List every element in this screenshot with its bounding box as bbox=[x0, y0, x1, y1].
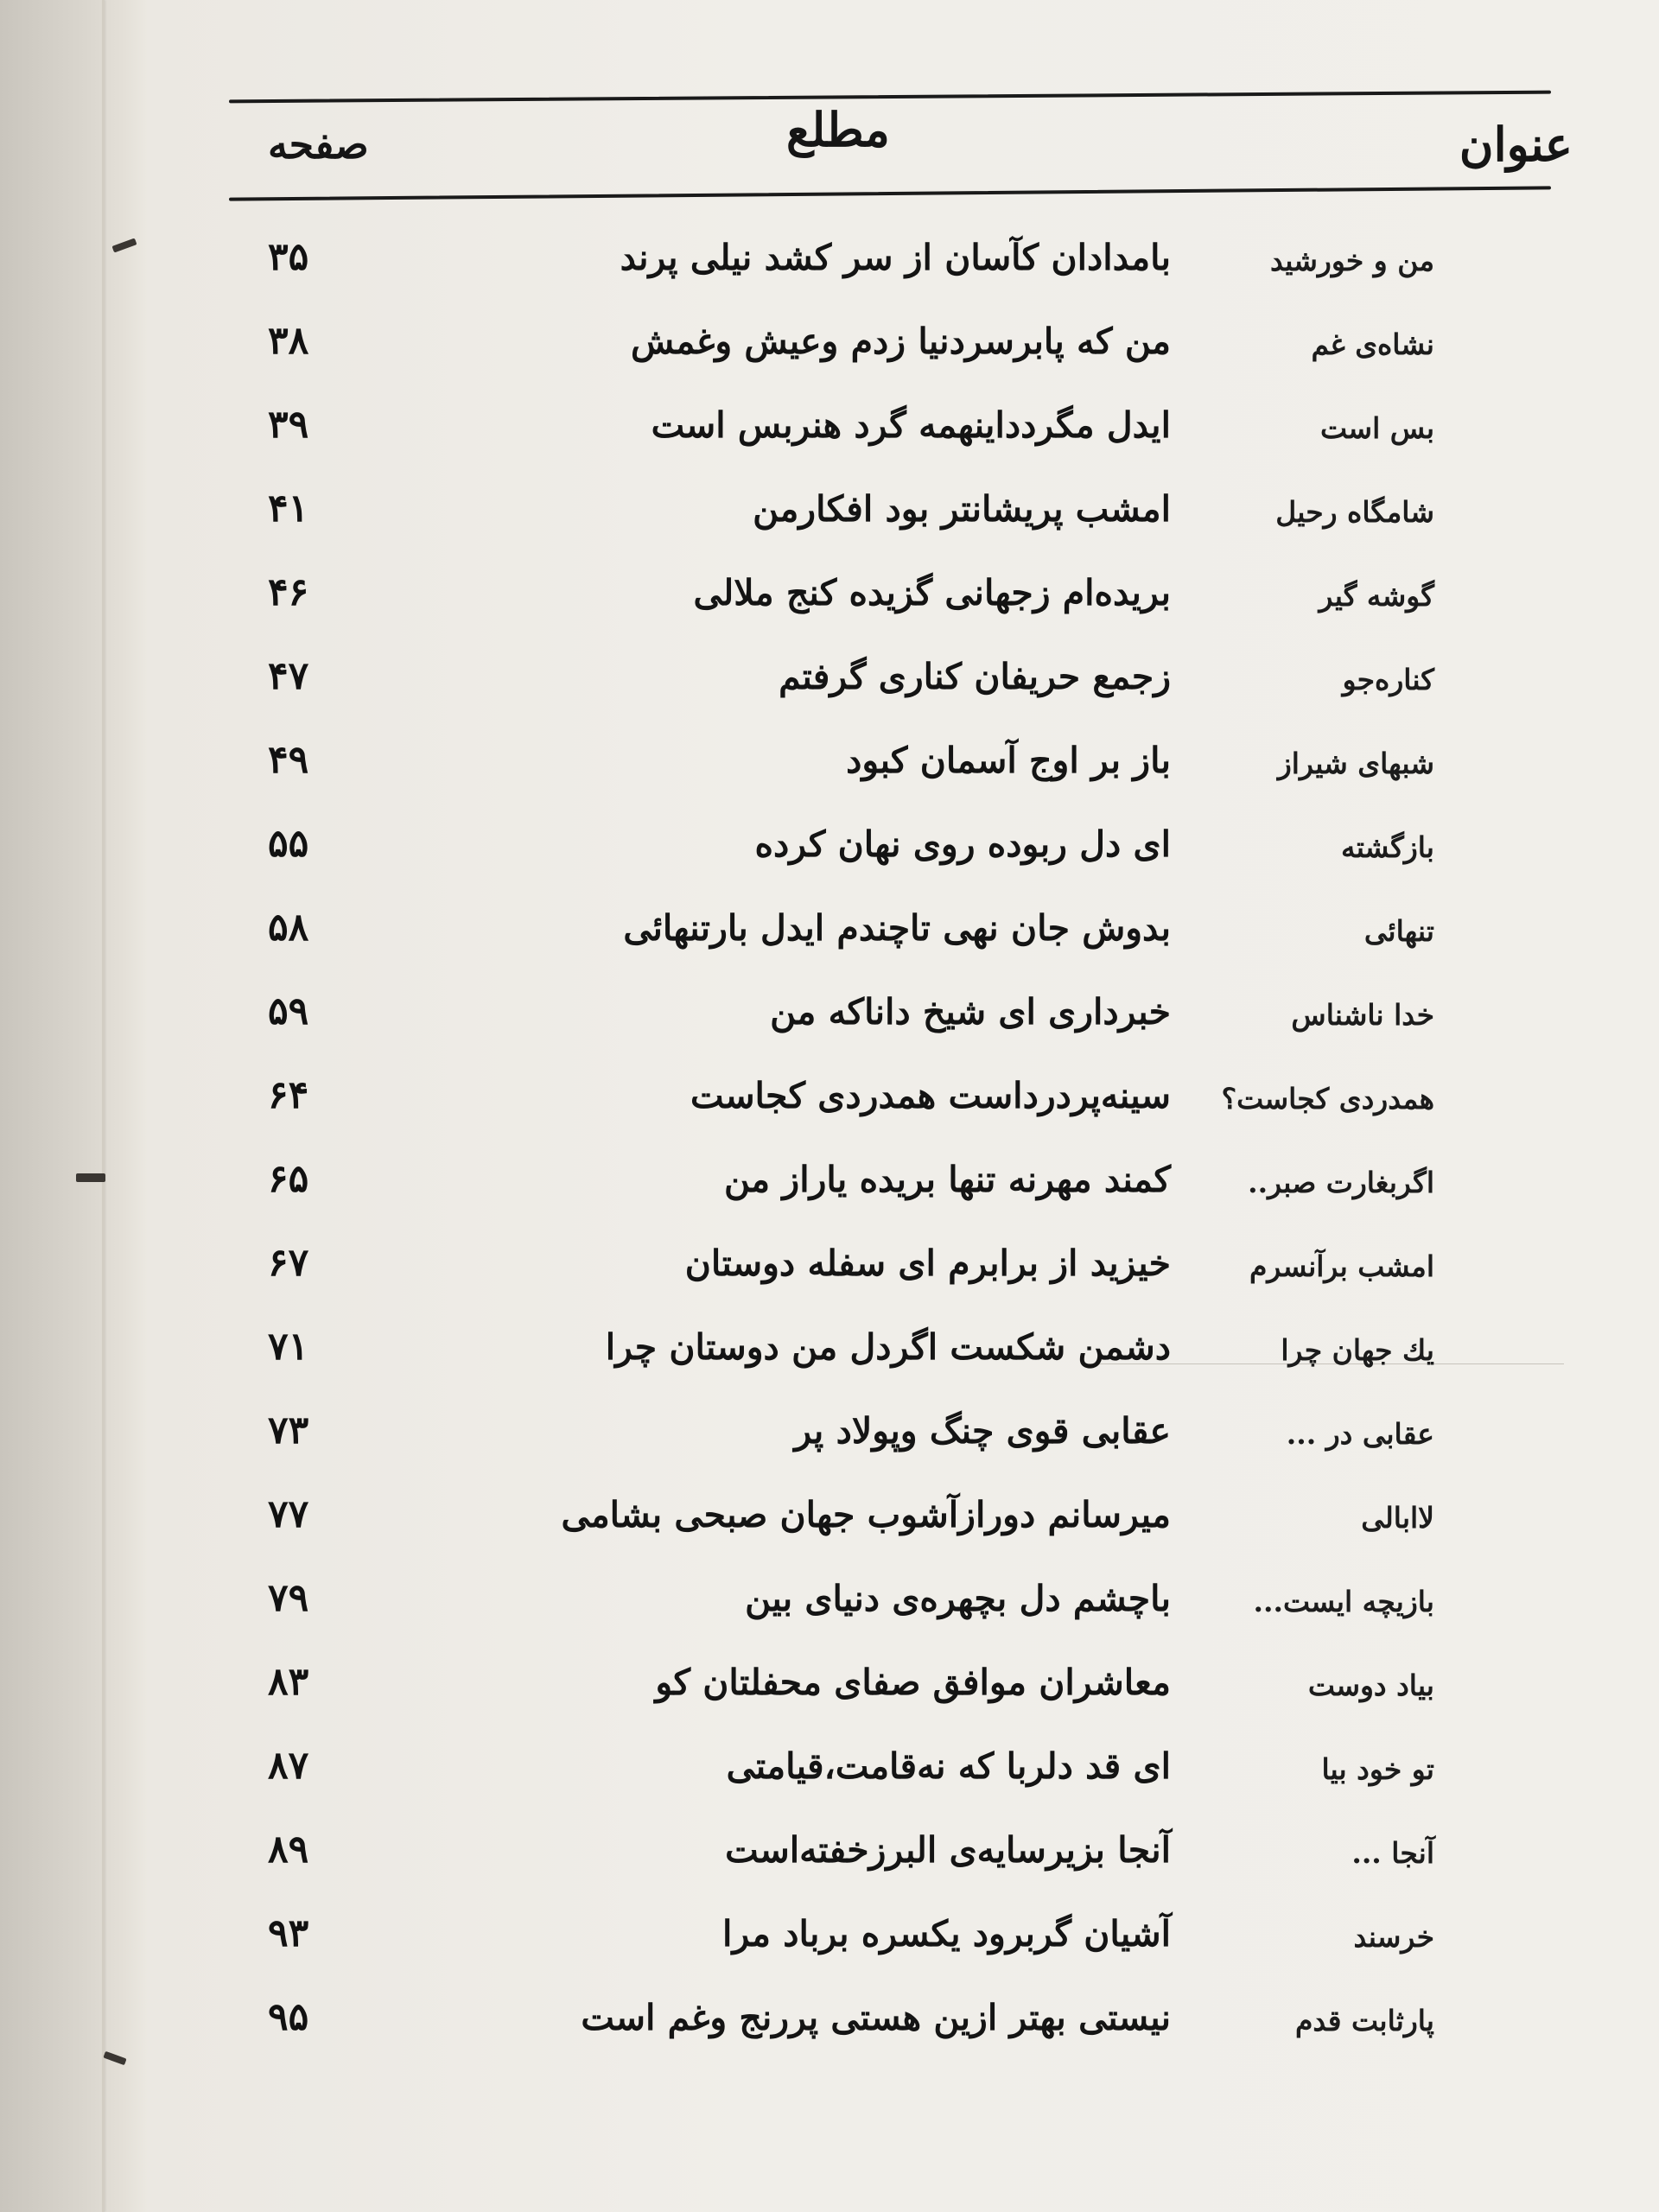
page-number: ۷۳ bbox=[268, 1408, 309, 1452]
poem-title: شامگاه رحیل bbox=[1275, 495, 1434, 529]
page-number: ۴۱ bbox=[268, 486, 309, 531]
opening-verse: عقابی قوی چنگ وپولاد پر bbox=[794, 1410, 1171, 1452]
page-number: ۹۵ bbox=[268, 1995, 309, 2039]
page-number: ۹۳ bbox=[268, 1911, 309, 1955]
opening-verse: دشمن شکست اگردل من دوستان چرا bbox=[605, 1326, 1171, 1368]
toc-row bbox=[259, 895, 1434, 979]
column-header-title: عنوان bbox=[1459, 117, 1573, 172]
page-number: ۸۹ bbox=[268, 1827, 309, 1872]
page-number: ۴۷ bbox=[268, 654, 309, 698]
opening-verse: ایدل مگردداینهمه گرد هنربس است bbox=[651, 404, 1171, 446]
header-bottom-rule bbox=[229, 186, 1551, 200]
page-number: ۵۹ bbox=[268, 989, 309, 1033]
opening-verse: خبرداری ای شیخ داناکه من bbox=[770, 991, 1171, 1033]
page-number: ۴۶ bbox=[268, 570, 309, 614]
opening-verse: ای قد دلربا که نه‌قامت،قیامتی bbox=[726, 1745, 1171, 1787]
toc-row bbox=[259, 1482, 1434, 1566]
page-number: ۷۷ bbox=[268, 1492, 309, 1536]
toc-row bbox=[259, 1649, 1434, 1733]
poem-title: خرسند bbox=[1353, 1920, 1434, 1954]
toc-row bbox=[259, 811, 1434, 895]
poem-title: لاابالی bbox=[1361, 1501, 1434, 1535]
page-number: ۷۱ bbox=[268, 1325, 309, 1369]
opening-verse: بریده‌ام زجهانی گزیده کنج ملالی bbox=[693, 572, 1171, 613]
opening-verse: میرسانم دورازآشوب جهان صبحی بشامی bbox=[561, 1494, 1171, 1535]
opening-verse: کمند مهرنه تنها بریده یاراز من bbox=[723, 1159, 1171, 1200]
poem-title: بیاد دوست bbox=[1307, 1669, 1434, 1702]
opening-verse: امشب پریشانتر بود افکارمن bbox=[753, 488, 1171, 530]
opening-verse: بدوش جان نهی تاچندم ایدل بارتنهائی bbox=[623, 907, 1171, 949]
page-number: ۵۸ bbox=[268, 906, 309, 950]
page-number: ۳۹ bbox=[268, 403, 309, 447]
poem-title: تو خود بیا bbox=[1321, 1752, 1434, 1786]
toc-row bbox=[259, 392, 1434, 476]
toc-row bbox=[259, 1733, 1434, 1817]
poem-title: خدا ناشناس bbox=[1291, 998, 1434, 1032]
page-number: ۳۵ bbox=[268, 235, 309, 279]
toc-row bbox=[259, 476, 1434, 560]
toc-row bbox=[259, 1314, 1434, 1398]
table-of-contents bbox=[259, 225, 1434, 2069]
toc-row bbox=[259, 1230, 1434, 1314]
poem-title: اگربغارت صبر.. bbox=[1248, 1166, 1434, 1199]
page-number: ۸۳ bbox=[268, 1660, 309, 1704]
toc-row bbox=[259, 1566, 1434, 1649]
opening-verse: نیستی بهتر ازین هستی پررنج وغم است bbox=[581, 1997, 1171, 2038]
opening-verse: زجمع حریفان کناری گرفتم bbox=[779, 656, 1171, 697]
opening-verse: من که پابرسردنیا زدم وعیش وغمش bbox=[630, 321, 1171, 362]
opening-verse: آشیان گربرود یکسره برباد مرا bbox=[722, 1913, 1171, 1955]
toc-row bbox=[259, 1985, 1434, 2069]
poem-title: آنجا ... bbox=[1351, 1836, 1434, 1870]
toc-row bbox=[259, 979, 1434, 1063]
toc-row bbox=[259, 644, 1434, 728]
poem-title: گوشه گیر bbox=[1319, 579, 1434, 613]
poem-title: نشاه‌ی غم bbox=[1311, 327, 1434, 361]
poem-title: کناره‌جو bbox=[1342, 663, 1434, 696]
toc-row bbox=[259, 1398, 1434, 1482]
toc-row bbox=[259, 1063, 1434, 1147]
poem-title: بازیچه ایست... bbox=[1253, 1585, 1434, 1618]
column-header-opening: مطلع bbox=[786, 102, 890, 157]
opening-verse: بامدادان کآسان از سر کشد نیلی پرند bbox=[620, 237, 1171, 278]
page-number: ۶۴ bbox=[268, 1073, 309, 1117]
page-number: ۵۵ bbox=[268, 822, 309, 866]
column-header-page: صفحه bbox=[268, 121, 369, 168]
poem-title: امشب برآنسرم bbox=[1249, 1249, 1434, 1283]
poem-title: عقابی در ... bbox=[1286, 1417, 1434, 1451]
page-number: ۶۷ bbox=[268, 1241, 309, 1285]
toc-row bbox=[259, 1817, 1434, 1901]
poem-title: من و خورشید bbox=[1269, 244, 1434, 277]
page-number: ۴۹ bbox=[268, 738, 309, 782]
opening-verse: ای دل ربوده روی نهان کرده bbox=[754, 823, 1171, 865]
poem-title: تنهائی bbox=[1363, 914, 1434, 948]
toc-row bbox=[259, 1147, 1434, 1230]
toc-row bbox=[259, 1901, 1434, 1985]
header-top-rule bbox=[229, 91, 1551, 104]
opening-verse: باز بر اوج آسمان کبود bbox=[846, 740, 1171, 781]
opening-verse: باچشم دل بچهره‌ی دنیای بین bbox=[745, 1578, 1171, 1619]
poem-title: بس است bbox=[1320, 411, 1434, 445]
toc-row bbox=[259, 225, 1434, 308]
binding-stitch bbox=[76, 1173, 105, 1182]
left-page-edge bbox=[0, 0, 147, 2212]
toc-row bbox=[259, 560, 1434, 644]
opening-verse: خیزید از برابرم ای سفله دوستان bbox=[684, 1243, 1171, 1284]
opening-verse: معاشران موافق صفای محفلتان کو bbox=[655, 1662, 1171, 1703]
page-number: ۷۹ bbox=[268, 1576, 309, 1620]
toc-row bbox=[259, 728, 1434, 811]
opening-verse: سینه‌پردرداست همدردی کجاست bbox=[690, 1075, 1171, 1116]
poem-title: شبهای شیراز bbox=[1277, 747, 1434, 780]
toc-row bbox=[259, 308, 1434, 392]
page-number: ۸۷ bbox=[268, 1744, 309, 1788]
binding-crease bbox=[102, 0, 105, 2212]
poem-title: همدردی کجاست؟ bbox=[1221, 1082, 1434, 1116]
opening-verse: آنجا بزیرسایه‌ی البرزخفته‌است bbox=[725, 1829, 1171, 1871]
poem-title: یك جهان چرا bbox=[1281, 1333, 1434, 1367]
page-number: ۶۵ bbox=[268, 1157, 309, 1201]
poem-title: پارثابت قدم bbox=[1294, 2004, 1434, 2037]
page-number: ۳۸ bbox=[268, 319, 309, 363]
poem-title: بازگشته bbox=[1341, 830, 1434, 864]
